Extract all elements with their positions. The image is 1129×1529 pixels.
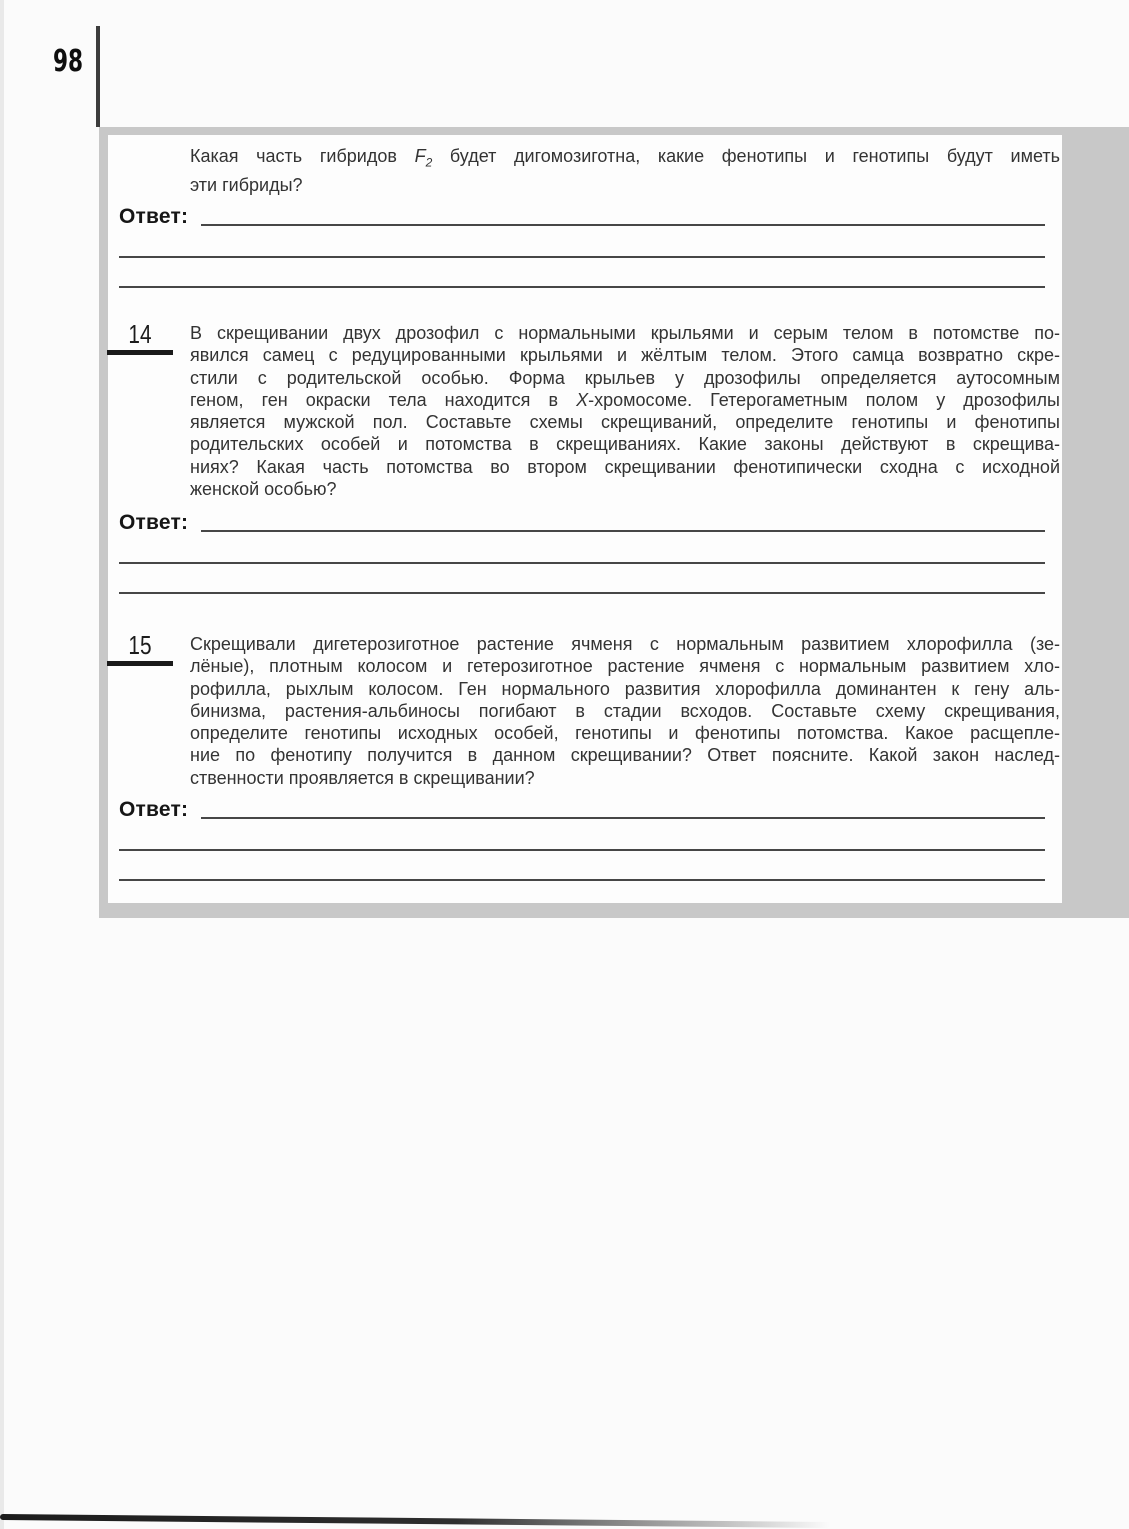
answer-line	[119, 564, 1045, 594]
page-number-rule	[96, 26, 100, 127]
answer-label: Ответ:	[119, 798, 189, 821]
task-15-bar	[107, 661, 173, 666]
answer-line	[201, 224, 1045, 226]
text-line: стили с родительской особью. Форма крыльев у дрозофилы определяется аутосомным	[190, 367, 1060, 388]
answer-label: Ответ:	[119, 205, 189, 228]
text-line: лёные), плотным колосом и гетерозиготное растение ячменя с нормальным развитием хло-	[190, 656, 1060, 677]
task-15-number: 15	[128, 630, 152, 660]
answer-line	[119, 851, 1045, 881]
text-line	[190, 145, 1060, 174]
intro-question	[190, 145, 1060, 196]
text-line: определите генотипы исходных особей, генотипы и фенотипы потомства. Какое расщепле-	[190, 723, 1060, 744]
answer-line	[201, 817, 1045, 819]
intro-text-post: будет дигомозиготна, какие фенотипы и генотипы будут иметь	[432, 146, 1060, 166]
answer-line	[119, 821, 1045, 851]
answer-row	[119, 798, 1045, 821]
text-line: бинизма, растения-альбиносы погибают в стадии всходов. Составьте схему скрещивания,	[190, 700, 1060, 721]
task-14-number: 14	[128, 319, 152, 349]
task-14-text	[190, 322, 1060, 500]
task-14-header	[107, 319, 173, 355]
text-line: явился самец с редуцированными крыльями и жёлтым телом. Этого самца возвратно скре-	[190, 345, 1060, 366]
text-line: женской особью?	[190, 479, 337, 500]
answer-line	[119, 258, 1045, 288]
task-15-text	[190, 633, 1060, 789]
intro-text-pre: Какая часть гибридов	[190, 146, 415, 166]
scan-left-edge	[0, 0, 4, 1529]
x-chromosome-symbol: X	[576, 389, 589, 410]
text-line: эти гибриды?	[190, 174, 303, 195]
scan-bottom-edge-line	[0, 1514, 830, 1528]
f2-symbol: $F_2$	[414, 146, 433, 170]
answer-line	[119, 228, 1045, 258]
text-line: рофилла, рыхлым колосом. Ген нормального развития хлорофилла доминантен к гену аль-	[190, 678, 1060, 699]
page-number: 98	[53, 44, 84, 79]
task-14-bar	[107, 350, 173, 355]
worksheet-card	[108, 135, 1062, 903]
answer-block-3	[119, 798, 1045, 881]
text-line: ственности проявляется в скрещивании?	[190, 767, 535, 788]
answer-line	[201, 530, 1045, 532]
answer-block-1	[119, 205, 1045, 288]
text-line: В скрещивании двух дрозофил с нормальными крыльями и серым телом в потомстве по-	[190, 323, 1060, 343]
answer-block-2	[119, 511, 1045, 594]
task-15-header	[107, 630, 173, 666]
answer-row	[119, 205, 1045, 228]
answer-label: Ответ:	[119, 511, 189, 534]
answer-row	[119, 511, 1045, 534]
text-line: ниях? Какая часть потомства во втором скрещивании фенотипически сходна с исходной	[190, 456, 1060, 477]
answer-line	[119, 534, 1045, 564]
text-line: ние по фенотипу получится в данном скрещивании? Ответ поясните. Какой закон наслед-	[190, 745, 1060, 766]
text-line: геном, ген окраски тела находится в X-хромосоме. Гетерогаметным полом у дрозофилы	[190, 389, 1060, 410]
text-line: Скрещивали дигетерозиготное растение ячменя с нормальным развитием хлорофилла (зе-	[190, 634, 1060, 654]
text-line: родительских особей и потомства в скрещиваниях. Какие законы действуют в скрещива-	[190, 434, 1060, 455]
text-line: является мужской пол. Составьте схемы скрещиваний, определите генотипы и фенотипы	[190, 412, 1060, 433]
